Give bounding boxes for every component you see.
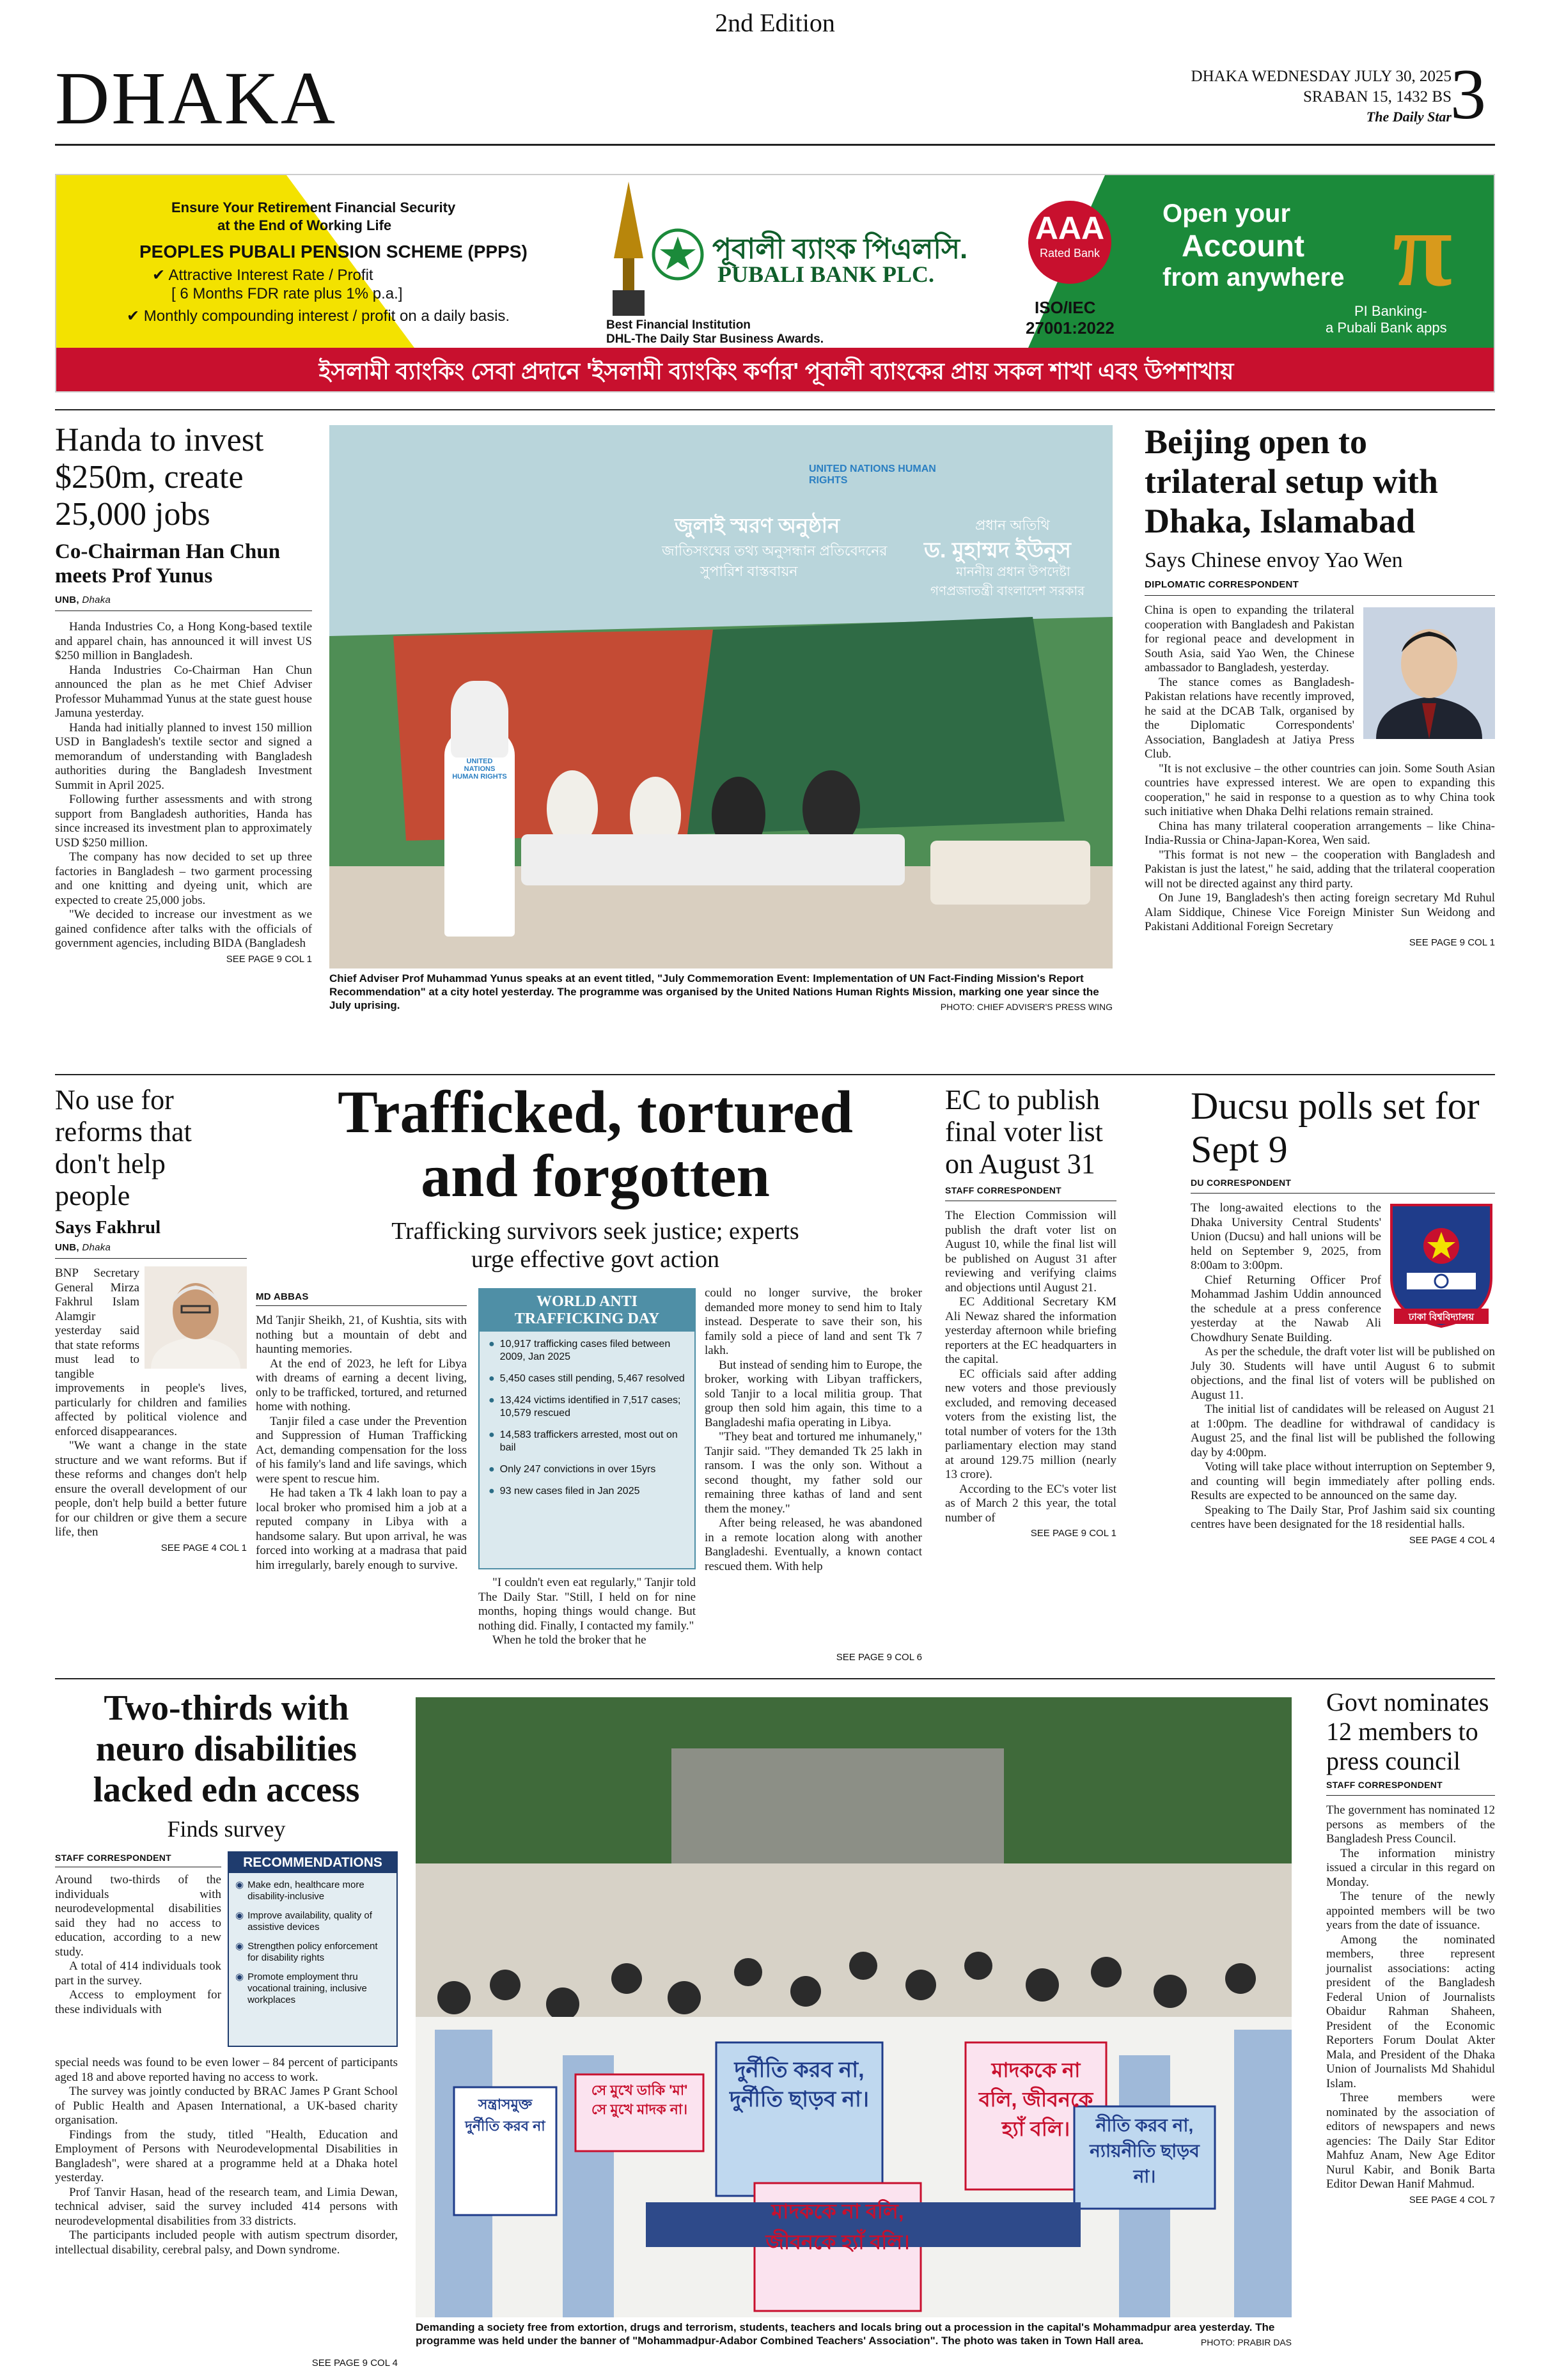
- iso-line2: 27001:2022: [1026, 318, 1115, 338]
- stat-item: ● 10,917 trafficking cases filed between 2009, Jan 2025: [489, 1339, 671, 1362]
- trafficked-deck-2: urge effective govt action: [471, 1246, 719, 1273]
- envoy-photo: [1363, 607, 1495, 739]
- rec-list: [229, 1873, 396, 2006]
- app-line2: a Pubali Bank apps: [1326, 320, 1447, 336]
- stat-box-header: [480, 1289, 694, 1332]
- rec-item: ◉ Make edn, healthcare more disability-inclusive: [235, 1879, 364, 1902]
- fakhrul-portrait: [145, 1266, 247, 1369]
- ducsu-body: The long-awaited elections to the Dhaka University Central Students' Union (Ducsu) and hall unions will be held on September 9, 2025, from 8:00am to 3:00pm. Chief Returning Officer Prof Mohammad Jashim Uddin announced the schedule at a press conference yesterday at the Nawab Ali Chowdhury Senate Building. As per the schedule, the draft voter list will be published on July 30. Students will have until August 6 to submit objections, and the final list of voters will be published on August 11. The initial list of candidates will be released on August 21 at 1:00pm. The deadline for withdrawal of candidacy is August 25, and the final list will be published the following day by 4:00pm. Voting will take place without interruption on September 9, and counting will begin immediately after polling ends. Results are expected to be announced on the same day. Speaking to The Daily Star, Prof Jashim said six counting centres have been designated for the 18 residential halls.: [1191, 1201, 1495, 1531]
- main-photo-credit: PHOTO: CHIEF ADVISER'S PRESS WING: [940, 1002, 1113, 1012]
- bullet-icon: ◉: [235, 1972, 244, 1982]
- un-logo: UNITED NATIONS HUMAN RIGHTS: [809, 463, 936, 486]
- bullet-icon: ●: [489, 1339, 495, 1349]
- rally-sign-6: সন্ত্রাসমুক্ত দুর্নীতি করব না: [465, 2096, 545, 2134]
- trafficked-headline-1: Trafficked, tortured: [338, 1079, 853, 1146]
- handa-see-page[interactable]: SEE PAGE 9 COL 1: [226, 953, 312, 965]
- stat-box-title-2: TRAFFICKING DAY: [514, 1311, 660, 1327]
- beijing-subhead: Says Chinese envoy Yao Wen: [1145, 548, 1403, 572]
- press-article: [1326, 1688, 1495, 2205]
- trafficked-deck-1: Trafficking survivors seek justice; experts: [391, 1218, 799, 1245]
- fakhrul-photo: [145, 1266, 247, 1369]
- podium-label: UNITED NATIONS HUMAN RIGHTS: [452, 758, 507, 781]
- ec-headline: EC to publish final voter list on August 31: [945, 1084, 1103, 1179]
- ad-banner-text: ইসলামী ব্যাংকিং সেবা প্রদানে 'ইসলামী ব্যাংকিং কর্ণার' পূবালী ব্যাংকের প্রায় সকল শাখা এবং উপশাখায়: [318, 358, 1234, 384]
- rating-label: AAA: [1035, 210, 1105, 246]
- stat-item: ● Only 247 convictions in over 15yrs: [489, 1464, 656, 1475]
- press-byline: STAFF CORRESPONDENT: [1326, 1780, 1443, 1790]
- ad-line1: Ensure Your Retirement Financial Security: [171, 199, 456, 215]
- rec-item: ◉ Strengthen policy enforcement for disability rights: [235, 1941, 378, 1963]
- beijing-see-page[interactable]: SEE PAGE 9 COL 1: [1409, 937, 1495, 948]
- beijing-headline: Beijing open to trilateral setup with Dhaka, Islamabad: [1145, 423, 1438, 540]
- ec-see-page[interactable]: SEE PAGE 9 COL 1: [1030, 1528, 1116, 1539]
- neuro-article: [55, 1688, 398, 1842]
- banner-bn7: গণপ্রজাতন্ত্রী বাংলাদেশ সরকার: [930, 584, 1085, 598]
- bullet-icon: ◉: [235, 1941, 244, 1952]
- fakhrul-see-page[interactable]: SEE PAGE 4 COL 1: [160, 1542, 247, 1553]
- trafficked-col1: Md Tanjir Sheikh, 21, of Kushtia, sits with nothing but a mountain of debt and haunting memories. At the end of 2023, he left for Libya with dreams of earning a decent living, only to be trafficked, tortured, and returned home with nothing. Tanjir filed a case under the Prevention and Suppression of Human Trafficking Act, demanding compensation for the loss of his family's land and life savings, which were spent to rescue him. He had taken a Tk 4 lakh loan to pay a local broker who promised him a job at a reputed company in Libya with a handsome salary. But upon arrival, he was forced into working at a madrasa that paid him irregularly, barely enough to survive.: [256, 1314, 467, 1572]
- neuro-headline: Two-thirds with neuro disabilities lacked edn access: [93, 1688, 360, 1810]
- page-number: 3: [1450, 55, 1486, 134]
- rally-photo-caption: Demanding a society free from extortion, drugs and terrorism, students, teachers and locals bring out a procession in the capital's Mohammadpur area yesterday. The programme was held under the banner of "Mohammadpur-Adabor Combined Teachers' Association". The photo was taken in Town Hall area. PHOTO: PRABIR DAS: [416, 2321, 1292, 2349]
- ad-bullet2: ✔ Monthly compounding interest / profit on a daily basis.: [127, 307, 510, 325]
- ducsu-see-page[interactable]: SEE PAGE 4 COL 4: [1409, 1534, 1495, 1546]
- rally-sign-5: নীতি করব না, ন্যায়নীতি ছাড়ব না।: [1090, 2115, 1200, 2186]
- press-body: The government has nominated 12 persons as members of the Bangladesh Press Council. The information ministry issued a circular in this regard on Monday. The tenure of the newly appointed members will be two years from the date of issuance. Among the nominated members, three represent journalist associations: acting president of the Bangladesh Federal Union of Journalists Obaidur Rahman Shaheen, President of the Economic Reporters Forum Doulat Akter Mala, and President of the Dhaka Union of Journalists Md Shahidul Islam. Three members were nominated by the association of editors of newspapers and news agencies: The Daily Star Editor Mahfuz Anam, New Age Editor Nurul Kabir, and Bonik Barta Editor Dewan Hanif Mahmud.: [1326, 1803, 1495, 2191]
- trafficked-headline-2: and forgotten: [421, 1143, 770, 1209]
- ad-line2: at the End of Working Life: [217, 217, 392, 233]
- rating-sub: Rated Bank: [1039, 247, 1100, 260]
- beijing-body: China is open to expanding the trilateral cooperation with Bangladesh and Pakistan for regional peace and development in South Asia, said Yao Wen, the Chinese ambassador to Bangladesh, yesterday. The stance comes as Bangladesh-Pakistan relations have recently improved, he said at the DCAB Talk, organised by the Diplomatic Correspondents' Association, Bangladesh at Jatiya Press Club. "It is not exclusive – the other countries can join. Some South Asian countries have expressed interest. We are open to expanding this cooperation," he said in response to a question as to why China took such initiative when Dhaka Delhi relations remain strained. China has many trilateral cooperation arrangements – like China-India-Russia or China-Japan-Korea, Wen said. "This format is not new – the cooperation with Bangladesh and Pakistan is just the latest," he said, adding that the trilateral cooperation will not be directed against any third party. On June 19, Bangladesh's then acting foreign secretary Md Ruhul Alam Siddique, Chinese Vice Foreign Minister Sun Weidong and Pakistani Additional Foreign Secretary: [1145, 603, 1495, 933]
- beijing-article: [1145, 422, 1495, 948]
- rec-title: RECOMMENDATIONS: [229, 1853, 396, 1873]
- fakhrul-subhead: Says Fakhrul: [55, 1217, 161, 1238]
- ad-bullet1: ✔ Attractive Interest Rate / Profit: [152, 267, 373, 284]
- stat-item: ● 93 new cases filed in Jan 2025: [489, 1486, 640, 1497]
- banner-bn5: ড. মুহাম্মদ ইউনুস: [924, 538, 1071, 563]
- bank-name-bn: পূবালী ব্যাংক পিএলসি.: [712, 233, 968, 265]
- trafficked-col2: "I couldn't even eat regularly," Tanjir told The Daily Star. "Still, I held on for nine months, hoping things would change. But nothing did. Finally, I contacted my family." When he told the broker that he: [478, 1576, 696, 1647]
- trophy-icon: [606, 182, 651, 319]
- ducsu-rule: [1191, 1193, 1495, 1194]
- handa-body: Handa Industries Co, a Hong Kong-based textile and apparel chain, has announced it will invest US $250 million in Bangladesh. Handa Industries Co-Chairman Han Chun announced the plan as he met Chief Adviser Professor Muhammad Yunus at the state guest house Jamuna yesterday. Handa had initially planned to invest 150 million USD in Bangladesh's textile sector and signed a memorandum of understanding with Bangladesh authorities during the Bangladesh Investment Summit in April 2025. Following further assessments and with strong support from Bangladesh authorities, Handa has since increased its investment plan to approximately USD $250 million. The company has now decided to set up three factories in Bangladesh – two garment processing and one knitting and dyeing unit, which are expected to create 25,000 jobs. "We decided to increase our investment as we gained confidence after talks with the officials of government agencies, including BIDA (Bangladesh: [55, 620, 312, 950]
- fakhrul-body: BNP Secretary General Mirza Fakhrul Islam Alamgir yesterday said that state reforms must lead to tangible improvements in people's lives, particularly for children and families affected by political violence and enforced disappearances. "We want a change in the state structure and we want reforms. But if these reforms and changes don't help ensure the overall development of our people, don't help build a better future for our children or give them a secure life, then: [55, 1266, 247, 1539]
- press-see-page[interactable]: SEE PAGE 4 COL 7: [1409, 2194, 1495, 2205]
- rally-sign-3: সে মুখে ডাকি 'মা' সে মুখে মাদক না।: [591, 2082, 688, 2117]
- stat-item: ● 14,583 traffickers arrested, most out on bail: [489, 1429, 678, 1453]
- neuro-narrow-body: Around two-thirds of the individuals with neurodevelopmental disabilities said they had no access to education, according to a new study. A total of 414 individuals took part in the survey. Access to employment for these individuals with: [55, 1873, 221, 2016]
- app-line1: PI Banking-: [1354, 303, 1427, 319]
- ducsu-headline: Ducsu polls set for Sept 9: [1191, 1085, 1480, 1171]
- ducsu-article: [1191, 1084, 1495, 1546]
- fakhrul-source: UNB, Dhaka: [55, 1242, 111, 1253]
- rally-sign-2: মাদককে না বলি, জীবনকে হ্যাঁ বলি।: [978, 2058, 1093, 2140]
- fakhrul-headline: No use for reforms that don't help people: [55, 1084, 192, 1211]
- open-line1: Open your: [1162, 199, 1291, 228]
- handa-subhead: Co-Chairman Han Chun meets Prof Yunus: [55, 540, 281, 587]
- banner-bn3: সুপারিশ বাস্তবায়ন: [700, 563, 798, 579]
- ad-scheme: PEOPLES PUBALI PENSION SCHEME (PPPS): [139, 242, 528, 261]
- bullet-icon: ●: [489, 1486, 495, 1497]
- open-line2: Account: [1182, 229, 1304, 263]
- stat-item: ● 5,450 cases still pending, 5,467 resolved: [489, 1373, 685, 1384]
- envoy-portrait: [1363, 607, 1495, 739]
- paper-logo: The Daily Star: [1366, 109, 1452, 125]
- ad-bullet1b: [ 6 Months FDR rate plus 1% p.a.]: [171, 285, 403, 302]
- stat-box-title-1: WORLD ANTI: [536, 1293, 638, 1310]
- rec-item: ◉ Improve availability, quality of assistive devices: [235, 1910, 372, 1933]
- ec-body: The Election Commission will publish the draft voter list on August 10, while the final list will be published on August 31 after reviewing and verifying claims and objections until August 21. EC Additional Secretary KM Ali Newaz shared the information yesterday afternoon while briefing reporters at the EC headquarters in the capital. EC officials said after adding new voters and those previously excluded, and removing deceased voters from the existing list, the total number of voters for the 13th parliamentary election may stand at around 129.75 million (nearly 13 crore). According to the EC's voter list as of March 2 this year, the total number of: [945, 1209, 1116, 1525]
- stat-item: ● 13,424 victims identified in 7,517 cases; 10,579 rescued: [489, 1395, 681, 1419]
- beijing-byline: DIPLOMATIC CORRESPONDENT: [1145, 579, 1299, 590]
- handa-source: UNB, Dhaka: [55, 595, 111, 605]
- speaker: [451, 681, 508, 758]
- beijing-rule: [1145, 595, 1495, 596]
- check-icon: ✔: [152, 267, 169, 284]
- top-rule: [55, 409, 1495, 410]
- ec-byline: STAFF CORRESPONDENT: [945, 1185, 1061, 1195]
- trafficked-see-page[interactable]: SEE PAGE 9 COL 6: [836, 1652, 922, 1663]
- check-icon: ✔: [127, 307, 144, 325]
- date-line: DHAKA WEDNESDAY JULY 30, 2025: [1191, 68, 1452, 85]
- banner-bn6: মাননীয় প্রধান উপদেষ্টা: [956, 565, 1070, 579]
- press-rule: [1326, 1795, 1495, 1796]
- trafficked-article: [256, 1080, 935, 1273]
- rally-photo: [416, 1697, 1292, 2317]
- ducsu-byline: DU CORRESPONDENT: [1191, 1178, 1292, 1188]
- bs-date: SRABAN 15, 1432 BS: [1303, 88, 1452, 105]
- bank-name-en: PUBALI BANK PLC.: [717, 261, 935, 287]
- rally-sign-4: মাদককে না বলি, জীবনকে হ্যাঁ বলি।: [765, 2200, 910, 2253]
- fakhrul-article: [55, 1084, 247, 1553]
- trafficked-rule: [256, 1305, 467, 1306]
- pubali-emblem-icon: [651, 228, 705, 281]
- trafficked-col3: could no longer survive, the broker demanded more money to send him to Italy instead. Desperate to save their son, his family sold a piece of land and sent Tk 7 lakh. But instead of sending him to Europe, the broker, working with Libyan traffickers, sold Tanjir to a local militia group. That group then sold him again, this time to a Bangladeshi mafia operating in Libya. "They beat and tortured me inhumanely," Tanjir said. "They demanded Tk 25 lakh in ransom. I was the only son. Without a second thought, my father sold our remaining three kathas of land and sent them the money." After being released, he was abandoned in a remote location along with another Bangladeshi. Eventually, a known contact rescued them. With help: [705, 1286, 922, 1573]
- masthead-rule: [55, 144, 1495, 146]
- press-headline: Govt nominates 12 members to press council: [1326, 1688, 1489, 1775]
- bullet-icon: ●: [489, 1373, 495, 1384]
- banner-bn2: জাতিসংঘের তথ্য অনুসন্ধান প্রতিবেদনের: [662, 543, 888, 559]
- neuro-byline: STAFF CORRESPONDENT: [55, 1853, 171, 1863]
- handa-article: [55, 422, 312, 965]
- rally-photo-credit: PHOTO: PRABIR DAS: [1200, 2337, 1292, 2347]
- neuro-body: special needs was found to be even lower – 84 percent of participants aged 18 and above reported having no access to work. The survey was jointly conducted by BRAC James P Grant School of Public Health and Apasen International, a UK-based charity organisation. Findings from the study, titled "Health, Education and Employment of Persons with Neurodevelopmental Disabilities in Bangladesh", were shared at a programme held at a Dhaka hotel yesterday. Prof Tanvir Hasan, head of the research team, and Limia Dewan, technical adviser, said the survey included 414 persons with neurodevelopmental disabilities from 33 districts. The participants included people with autism spectrum disorder, intellectual disability, cerebral palsy, and Down syndrome.: [55, 2056, 398, 2257]
- neuro-see-page[interactable]: SEE PAGE 9 COL 4: [311, 2358, 398, 2368]
- main-photo-caption: Chief Adviser Prof Muhammad Yunus speaks at an event titled, "July Commemoration Event: Implementation of UN Fact-Finding Mission's Report Recommendation" at a city hotel yesterday. The programme was organised by the United Nations Human Rights Mission, marking one year since the July uprising. PHOTO: CHIEF ADVISER'S PRESS WING: [329, 972, 1113, 1014]
- banner-bn4: প্রধান অতিথি: [975, 517, 1050, 533]
- pubali-ad[interactable]: [55, 174, 1495, 393]
- fakhrul-rule: [55, 1258, 247, 1259]
- neuro-subhead: Finds survey: [167, 1816, 286, 1842]
- bullet-icon: ●: [489, 1464, 495, 1475]
- pi-logo-icon: π: [1393, 189, 1453, 309]
- main-photo: [329, 425, 1113, 968]
- award-line1: Best Financial Institution: [606, 318, 751, 332]
- edition-label: 2nd Edition: [715, 8, 835, 37]
- mid-rule-2: [55, 1678, 1495, 1679]
- du-logo-text: ঢাকা বিশ্ববিদ্যালয়: [1408, 1312, 1475, 1323]
- stat-box-list: [480, 1332, 694, 1513]
- recommendations-box: [228, 1851, 398, 2047]
- open-line3: from anywhere: [1162, 263, 1345, 292]
- aaa-badge: [1028, 201, 1111, 284]
- rec-item: ◉ Promote employment thru vocational training, inclusive workplaces: [235, 1972, 367, 2005]
- ec-article: [945, 1084, 1116, 1539]
- bullet-icon: ●: [489, 1395, 495, 1406]
- handa-headline: Handa to invest $250m, create 25,000 jobs: [55, 422, 264, 533]
- bullet-icon: ◉: [235, 1910, 244, 1921]
- du-logo: [1388, 1201, 1495, 1329]
- trafficking-stat-box: [478, 1288, 696, 1569]
- mid-rule-1: [55, 1074, 1495, 1075]
- section-title: DHAKA: [55, 56, 338, 140]
- bullet-icon: ●: [489, 1429, 495, 1440]
- bullet-icon: ◉: [235, 1879, 244, 1890]
- banner-bn1: জুলাই স্মরণ অনুষ্ঠান: [675, 514, 840, 537]
- award-line2: DHL-The Daily Star Business Awards.: [606, 332, 824, 346]
- iso-line1: ISO/IEC: [1035, 298, 1096, 317]
- trafficked-byline: MD ABBAS: [256, 1291, 309, 1302]
- rally-sign-1: দুর্নীতি করব না, দুর্নীতি ছাড়ব না।: [730, 2058, 869, 2112]
